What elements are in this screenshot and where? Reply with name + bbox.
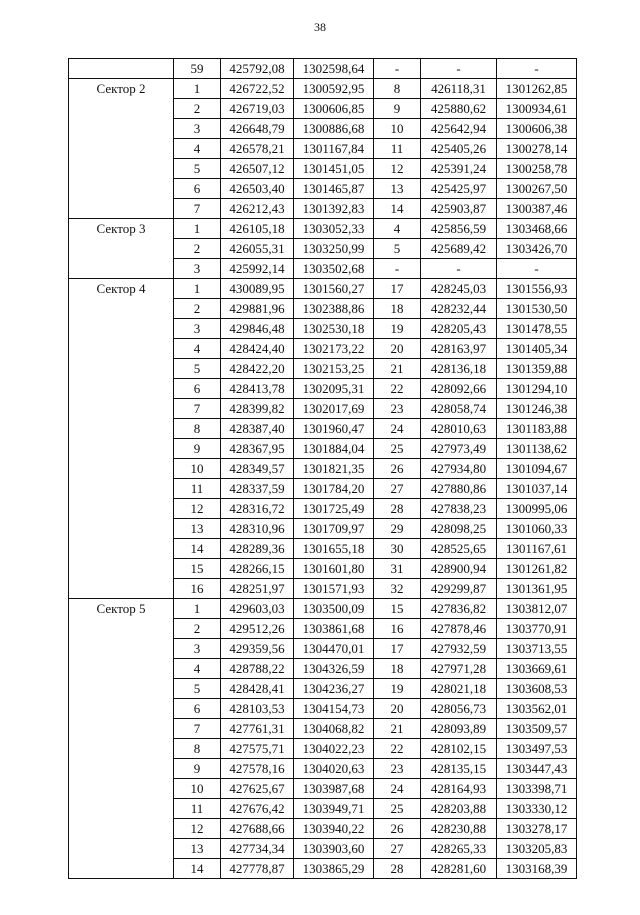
y-coordinate-2-cell: 1303468,66 [497, 219, 577, 239]
x-coordinate-cell: 428399,82 [221, 399, 294, 419]
x-coordinate-2-cell: 427973,49 [421, 439, 497, 459]
x-coordinate-2-cell: 425391,24 [421, 159, 497, 179]
y-coordinate-2-cell: 1300258,78 [497, 159, 577, 179]
x-coordinate-cell: 427778,87 [221, 859, 294, 879]
x-coordinate-2-cell: - [421, 59, 497, 79]
y-coordinate-cell: 1304020,63 [294, 759, 374, 779]
point-number-2-cell: 13 [374, 179, 421, 199]
y-coordinate-2-cell: 1301405,34 [497, 339, 577, 359]
point-number-cell: 1 [174, 79, 221, 99]
y-coordinate-cell: 1301465,87 [294, 179, 374, 199]
y-coordinate-2-cell: 1301167,61 [497, 539, 577, 559]
x-coordinate-cell: 427676,42 [221, 799, 294, 819]
y-coordinate-2-cell: 1301556,93 [497, 279, 577, 299]
point-number-cell: 2 [174, 239, 221, 259]
page-number: 38 [314, 20, 326, 34]
point-number-2-cell: 17 [374, 639, 421, 659]
point-number-2-cell: 24 [374, 419, 421, 439]
point-number-cell: 6 [174, 379, 221, 399]
point-number-2-cell: 25 [374, 799, 421, 819]
y-coordinate-cell: 1303502,68 [294, 259, 374, 279]
x-coordinate-cell: 426722,52 [221, 79, 294, 99]
point-number-2-cell: 26 [374, 819, 421, 839]
y-coordinate-cell: 1302095,31 [294, 379, 374, 399]
table-row [69, 79, 577, 99]
y-coordinate-2-cell: 1301183,88 [497, 419, 577, 439]
x-coordinate-cell: 426105,18 [221, 219, 294, 239]
point-number-2-cell: 15 [374, 599, 421, 619]
y-coordinate-cell: 1303500,09 [294, 599, 374, 619]
x-coordinate-cell: 427625,67 [221, 779, 294, 799]
y-coordinate-2-cell: 1301094,67 [497, 459, 577, 479]
x-coordinate-cell: 426212,43 [221, 199, 294, 219]
point-number-2-cell: 12 [374, 159, 421, 179]
y-coordinate-cell: 1304470,01 [294, 639, 374, 659]
point-number-cell: 15 [174, 559, 221, 579]
point-number-cell: 10 [174, 459, 221, 479]
point-number-cell: 11 [174, 799, 221, 819]
y-coordinate-2-cell: 1300606,38 [497, 119, 577, 139]
y-coordinate-2-cell: 1303330,12 [497, 799, 577, 819]
x-coordinate-2-cell: 428163,97 [421, 339, 497, 359]
y-coordinate-2-cell: 1300934,61 [497, 99, 577, 119]
y-coordinate-cell: 1301655,18 [294, 539, 374, 559]
y-coordinate-cell: 1302017,69 [294, 399, 374, 419]
point-number-cell: 4 [174, 339, 221, 359]
y-coordinate-cell: 1301560,27 [294, 279, 374, 299]
y-coordinate-cell: 1301784,20 [294, 479, 374, 499]
point-number-2-cell: 28 [374, 859, 421, 879]
y-coordinate-cell: 1304154,73 [294, 699, 374, 719]
point-number-2-cell: 14 [374, 199, 421, 219]
y-coordinate-2-cell: 1300278,14 [497, 139, 577, 159]
sector-label: Сектор 5 [69, 599, 174, 879]
x-coordinate-cell: 428387,40 [221, 419, 294, 439]
y-coordinate-2-cell: 1301037,14 [497, 479, 577, 499]
x-coordinate-2-cell: 425856,59 [421, 219, 497, 239]
x-coordinate-cell: 429846,48 [221, 319, 294, 339]
x-coordinate-2-cell: 428058,74 [421, 399, 497, 419]
x-coordinate-2-cell: 428232,44 [421, 299, 497, 319]
x-coordinate-2-cell: 428056,73 [421, 699, 497, 719]
y-coordinate-cell: 1301960,47 [294, 419, 374, 439]
x-coordinate-2-cell: 425880,62 [421, 99, 497, 119]
y-coordinate-2-cell: 1303608,53 [497, 679, 577, 699]
point-number-2-cell: 18 [374, 659, 421, 679]
y-coordinate-cell: 1301601,80 [294, 559, 374, 579]
y-coordinate-2-cell: 1303562,01 [497, 699, 577, 719]
y-coordinate-cell: 1300886,68 [294, 119, 374, 139]
y-coordinate-cell: 1303987,68 [294, 779, 374, 799]
y-coordinate-cell: 1303903,60 [294, 839, 374, 859]
y-coordinate-2-cell: 1303509,57 [497, 719, 577, 739]
x-coordinate-cell: 426507,12 [221, 159, 294, 179]
y-coordinate-cell: 1301167,84 [294, 139, 374, 159]
table-row [69, 59, 577, 79]
point-number-cell: 6 [174, 699, 221, 719]
y-coordinate-cell: 1302598,64 [294, 59, 374, 79]
x-coordinate-2-cell: 428136,18 [421, 359, 497, 379]
point-number-cell: 2 [174, 619, 221, 639]
point-number-2-cell: 8 [374, 79, 421, 99]
x-coordinate-2-cell: 428281,60 [421, 859, 497, 879]
x-coordinate-cell: 428316,72 [221, 499, 294, 519]
x-coordinate-cell: 427578,16 [221, 759, 294, 779]
x-coordinate-cell: 429881,96 [221, 299, 294, 319]
point-number-cell: 5 [174, 159, 221, 179]
y-coordinate-2-cell: 1301359,88 [497, 359, 577, 379]
point-number-cell: 13 [174, 839, 221, 859]
x-coordinate-cell: 428289,36 [221, 539, 294, 559]
x-coordinate-cell: 428310,96 [221, 519, 294, 539]
x-coordinate-2-cell: 428230,88 [421, 819, 497, 839]
x-coordinate-2-cell: 427971,28 [421, 659, 497, 679]
x-coordinate-2-cell: 426118,31 [421, 79, 497, 99]
y-coordinate-2-cell: 1300995,06 [497, 499, 577, 519]
x-coordinate-cell: 427688,66 [221, 819, 294, 839]
y-coordinate-2-cell: 1301261,82 [497, 559, 577, 579]
point-number-cell: 1 [174, 219, 221, 239]
y-coordinate-cell: 1303949,71 [294, 799, 374, 819]
x-coordinate-cell: 426503,40 [221, 179, 294, 199]
point-number-cell: 16 [174, 579, 221, 599]
y-coordinate-cell: 1304326,59 [294, 659, 374, 679]
y-coordinate-2-cell: 1301138,62 [497, 439, 577, 459]
y-coordinate-2-cell: 1303205,83 [497, 839, 577, 859]
x-coordinate-cell: 427734,34 [221, 839, 294, 859]
point-number-cell: 7 [174, 399, 221, 419]
x-coordinate-cell: 428788,22 [221, 659, 294, 679]
point-number-2-cell: - [374, 59, 421, 79]
x-coordinate-2-cell: 428021,18 [421, 679, 497, 699]
point-number-cell: 14 [174, 539, 221, 559]
point-number-2-cell: 31 [374, 559, 421, 579]
y-coordinate-2-cell: 1303447,43 [497, 759, 577, 779]
point-number-cell: 13 [174, 519, 221, 539]
point-number-2-cell: 19 [374, 319, 421, 339]
point-number-cell: 1 [174, 599, 221, 619]
point-number-2-cell: 26 [374, 459, 421, 479]
x-coordinate-2-cell: 428102,15 [421, 739, 497, 759]
y-coordinate-2-cell: 1303669,61 [497, 659, 577, 679]
point-number-2-cell: 4 [374, 219, 421, 239]
y-coordinate-2-cell: 1301361,95 [497, 579, 577, 599]
x-coordinate-2-cell: 425405,26 [421, 139, 497, 159]
point-number-2-cell: 21 [374, 719, 421, 739]
y-coordinate-2-cell: 1301060,33 [497, 519, 577, 539]
y-coordinate-cell: 1301709,97 [294, 519, 374, 539]
table-row [69, 219, 577, 239]
point-number-2-cell: 22 [374, 739, 421, 759]
x-coordinate-cell: 429512,26 [221, 619, 294, 639]
point-number-2-cell: 21 [374, 359, 421, 379]
y-coordinate-cell: 1300592,95 [294, 79, 374, 99]
point-number-2-cell: 19 [374, 679, 421, 699]
x-coordinate-2-cell: 425903,87 [421, 199, 497, 219]
point-number-2-cell: 5 [374, 239, 421, 259]
x-coordinate-cell: 426578,21 [221, 139, 294, 159]
point-number-2-cell: 24 [374, 779, 421, 799]
x-coordinate-cell: 426055,31 [221, 239, 294, 259]
point-number-cell: 3 [174, 319, 221, 339]
x-coordinate-cell: 426719,03 [221, 99, 294, 119]
sector-label [69, 59, 174, 79]
y-coordinate-2-cell: 1303426,70 [497, 239, 577, 259]
x-coordinate-cell: 428337,59 [221, 479, 294, 499]
y-coordinate-cell: 1302173,22 [294, 339, 374, 359]
point-number-2-cell: 23 [374, 399, 421, 419]
x-coordinate-2-cell: 425689,42 [421, 239, 497, 259]
point-number-cell: 3 [174, 639, 221, 659]
y-coordinate-2-cell: 1300387,46 [497, 199, 577, 219]
x-coordinate-cell: 428266,15 [221, 559, 294, 579]
y-coordinate-cell: 1300606,85 [294, 99, 374, 119]
x-coordinate-2-cell: 425642,94 [421, 119, 497, 139]
y-coordinate-2-cell: 1303168,39 [497, 859, 577, 879]
y-coordinate-2-cell: 1301530,50 [497, 299, 577, 319]
x-coordinate-cell: 429603,03 [221, 599, 294, 619]
y-coordinate-2-cell: - [497, 259, 577, 279]
x-coordinate-cell: 427575,71 [221, 739, 294, 759]
x-coordinate-2-cell: 425425,97 [421, 179, 497, 199]
x-coordinate-2-cell: 427838,23 [421, 499, 497, 519]
y-coordinate-2-cell: 1300267,50 [497, 179, 577, 199]
x-coordinate-2-cell: 428525,65 [421, 539, 497, 559]
point-number-cell: 9 [174, 439, 221, 459]
y-coordinate-2-cell: 1303497,53 [497, 739, 577, 759]
x-coordinate-cell: 425992,14 [221, 259, 294, 279]
point-number-cell: 8 [174, 419, 221, 439]
sector-label: Сектор 3 [69, 219, 174, 279]
y-coordinate-cell: 1303861,68 [294, 619, 374, 639]
x-coordinate-2-cell: 428092,66 [421, 379, 497, 399]
y-coordinate-cell: 1301821,35 [294, 459, 374, 479]
x-coordinate-2-cell: 428205,43 [421, 319, 497, 339]
point-number-2-cell: 10 [374, 119, 421, 139]
x-coordinate-2-cell: 428900,94 [421, 559, 497, 579]
x-coordinate-cell: 428103,53 [221, 699, 294, 719]
y-coordinate-2-cell: 1303398,71 [497, 779, 577, 799]
y-coordinate-cell: 1304068,82 [294, 719, 374, 739]
y-coordinate-cell: 1303052,33 [294, 219, 374, 239]
y-coordinate-2-cell: - [497, 59, 577, 79]
y-coordinate-cell: 1304022,23 [294, 739, 374, 759]
point-number-2-cell: 29 [374, 519, 421, 539]
x-coordinate-2-cell: 428010,63 [421, 419, 497, 439]
point-number-2-cell: 23 [374, 759, 421, 779]
y-coordinate-cell: 1301451,05 [294, 159, 374, 179]
coordinates-table-body [69, 59, 577, 879]
y-coordinate-cell: 1304236,27 [294, 679, 374, 699]
point-number-2-cell: 30 [374, 539, 421, 559]
point-number-2-cell: 16 [374, 619, 421, 639]
point-number-2-cell: 27 [374, 839, 421, 859]
y-coordinate-cell: 1301392,83 [294, 199, 374, 219]
point-number-cell: 11 [174, 479, 221, 499]
point-number-cell: 5 [174, 359, 221, 379]
x-coordinate-2-cell: 428098,25 [421, 519, 497, 539]
x-coordinate-cell: 427761,31 [221, 719, 294, 739]
y-coordinate-2-cell: 1301294,10 [497, 379, 577, 399]
y-coordinate-cell: 1303250,99 [294, 239, 374, 259]
x-coordinate-2-cell: 428203,88 [421, 799, 497, 819]
y-coordinate-2-cell: 1303713,55 [497, 639, 577, 659]
y-coordinate-2-cell: 1303812,07 [497, 599, 577, 619]
x-coordinate-2-cell: 428135,15 [421, 759, 497, 779]
y-coordinate-cell: 1301884,04 [294, 439, 374, 459]
y-coordinate-cell: 1302530,18 [294, 319, 374, 339]
sector-label: Сектор 4 [69, 279, 174, 599]
y-coordinate-cell: 1303865,29 [294, 859, 374, 879]
x-coordinate-cell: 428251,97 [221, 579, 294, 599]
x-coordinate-2-cell: 427934,80 [421, 459, 497, 479]
point-number-2-cell: 20 [374, 699, 421, 719]
x-coordinate-cell: 428413,78 [221, 379, 294, 399]
x-coordinate-cell: 428422,20 [221, 359, 294, 379]
y-coordinate-cell: 1301725,49 [294, 499, 374, 519]
y-coordinate-2-cell: 1301246,38 [497, 399, 577, 419]
point-number-2-cell: 25 [374, 439, 421, 459]
x-coordinate-2-cell: 427932,59 [421, 639, 497, 659]
point-number-cell: 12 [174, 499, 221, 519]
x-coordinate-cell: 426648,79 [221, 119, 294, 139]
point-number-cell: 4 [174, 139, 221, 159]
sector-label: Сектор 2 [69, 79, 174, 219]
x-coordinate-2-cell: 427878,46 [421, 619, 497, 639]
point-number-cell: 8 [174, 739, 221, 759]
x-coordinate-2-cell: 428164,93 [421, 779, 497, 799]
x-coordinate-2-cell: 428245,03 [421, 279, 497, 299]
point-number-2-cell: 18 [374, 299, 421, 319]
point-number-2-cell: 32 [374, 579, 421, 599]
y-coordinate-cell: 1302153,25 [294, 359, 374, 379]
y-coordinate-2-cell: 1301262,85 [497, 79, 577, 99]
point-number-cell: 3 [174, 259, 221, 279]
point-number-cell: 2 [174, 99, 221, 119]
point-number-cell: 12 [174, 819, 221, 839]
point-number-2-cell: 27 [374, 479, 421, 499]
point-number-cell: 10 [174, 779, 221, 799]
point-number-2-cell: 9 [374, 99, 421, 119]
point-number-cell: 7 [174, 199, 221, 219]
table-row [69, 599, 577, 619]
x-coordinate-2-cell: - [421, 259, 497, 279]
point-number-2-cell: 22 [374, 379, 421, 399]
table-row [69, 279, 577, 299]
point-number-cell: 4 [174, 659, 221, 679]
x-coordinate-cell: 428424,40 [221, 339, 294, 359]
point-number-2-cell: - [374, 259, 421, 279]
point-number-cell: 3 [174, 119, 221, 139]
y-coordinate-2-cell: 1303278,17 [497, 819, 577, 839]
x-coordinate-2-cell: 428265,33 [421, 839, 497, 859]
x-coordinate-2-cell: 429299,87 [421, 579, 497, 599]
x-coordinate-cell: 430089,95 [221, 279, 294, 299]
x-coordinate-2-cell: 428093,89 [421, 719, 497, 739]
coordinates-table [68, 58, 577, 879]
point-number-cell: 14 [174, 859, 221, 879]
x-coordinate-2-cell: 427880,86 [421, 479, 497, 499]
y-coordinate-cell: 1301571,93 [294, 579, 374, 599]
point-number-cell: 7 [174, 719, 221, 739]
point-number-2-cell: 28 [374, 499, 421, 519]
y-coordinate-2-cell: 1303770,91 [497, 619, 577, 639]
x-coordinate-cell: 429359,56 [221, 639, 294, 659]
x-coordinate-cell: 428428,41 [221, 679, 294, 699]
point-number-cell: 6 [174, 179, 221, 199]
point-number-cell: 5 [174, 679, 221, 699]
point-number-2-cell: 17 [374, 279, 421, 299]
x-coordinate-cell: 425792,08 [221, 59, 294, 79]
point-number-cell: 9 [174, 759, 221, 779]
x-coordinate-cell: 428349,57 [221, 459, 294, 479]
x-coordinate-cell: 428367,95 [221, 439, 294, 459]
point-number-2-cell: 11 [374, 139, 421, 159]
y-coordinate-cell: 1303940,22 [294, 819, 374, 839]
point-number-2-cell: 20 [374, 339, 421, 359]
x-coordinate-2-cell: 427836,82 [421, 599, 497, 619]
y-coordinate-2-cell: 1301478,55 [497, 319, 577, 339]
point-number-cell: 2 [174, 299, 221, 319]
point-number-cell: 59 [174, 59, 221, 79]
point-number-cell: 1 [174, 279, 221, 299]
y-coordinate-cell: 1302388,86 [294, 299, 374, 319]
